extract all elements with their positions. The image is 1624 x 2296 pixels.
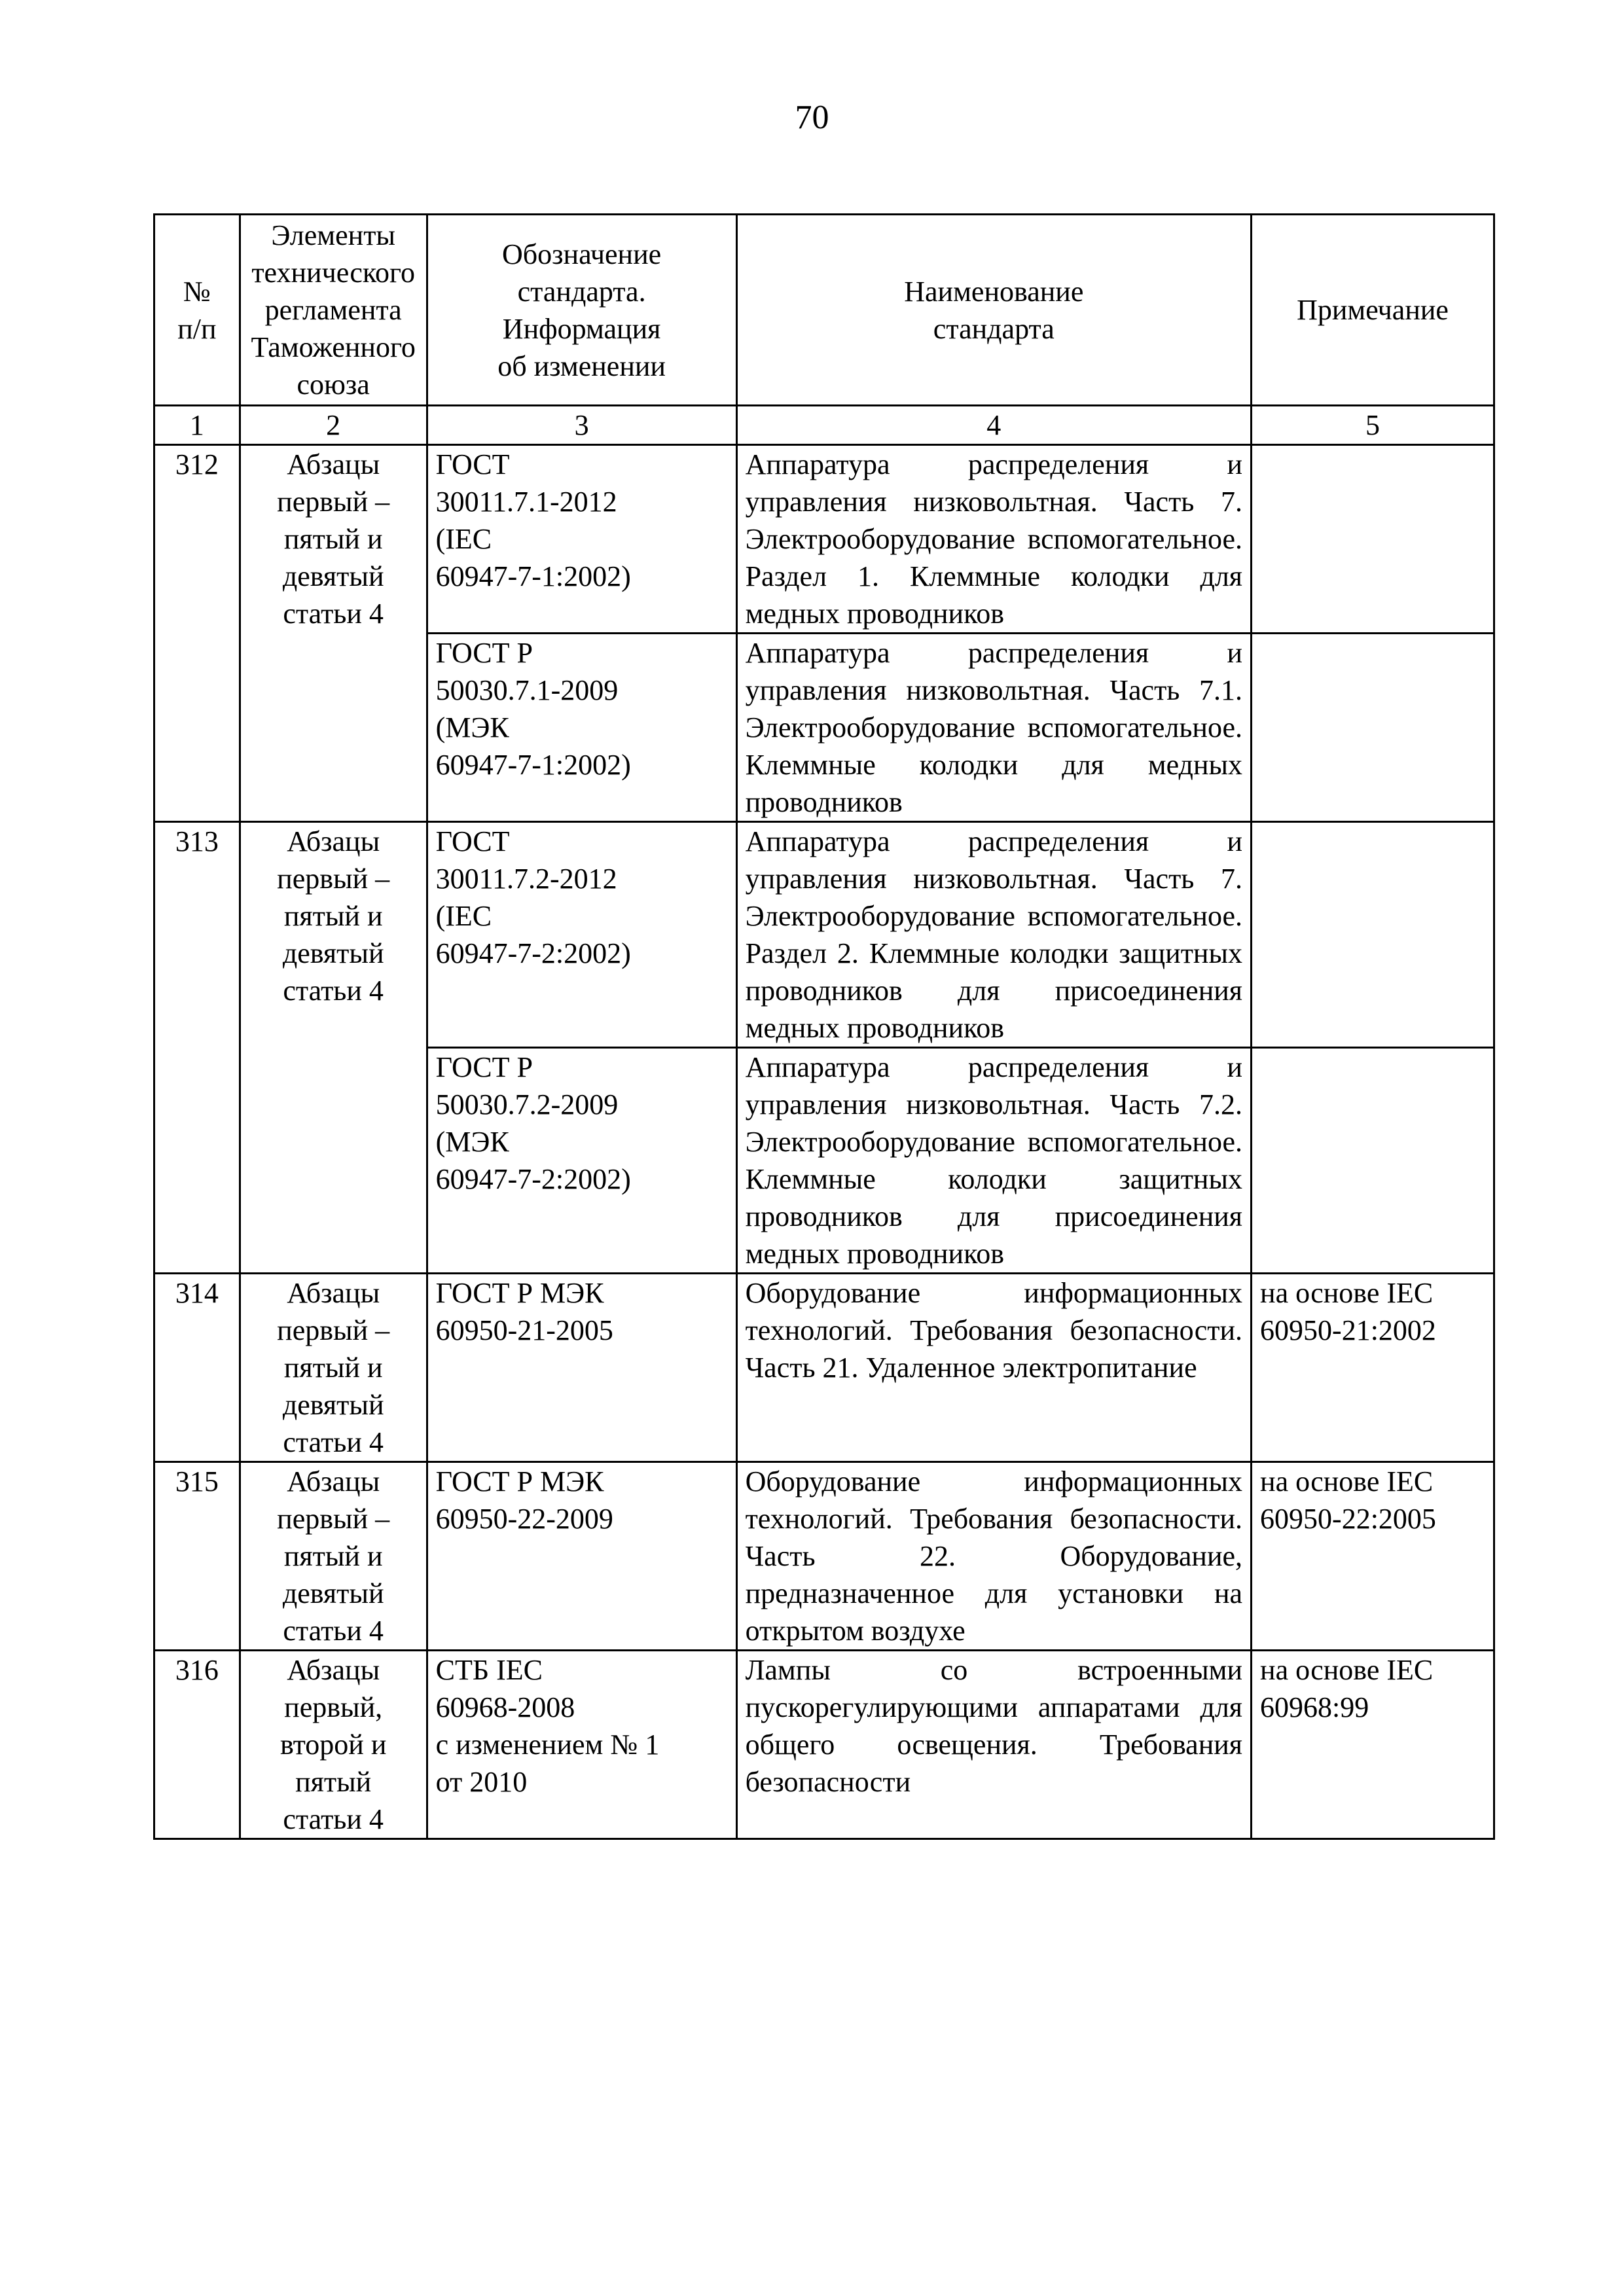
table-header-row [154,215,1494,406]
standard-designation-line: 30011.7.2-2012 [435,863,617,895]
column-number: 4 [736,406,1251,445]
standard-designation [427,445,736,634]
standard-designation [427,1651,736,1839]
standard-designation [427,822,736,1048]
standard-designation-line: ГОСТ [435,825,510,857]
regulation-elements-line: пятый и [283,1352,383,1384]
regulation-elements-line: статьи 4 [283,1615,384,1647]
table-row [154,1462,1494,1651]
regulation-elements [240,445,427,822]
column-number: 2 [240,406,427,445]
regulation-elements-line: Абзацы [287,1277,380,1309]
standard-designation-line: 60950-22-2009 [435,1503,613,1535]
standard-note [1252,822,1494,1048]
standard-designation-line: 60968-2008 [435,1691,575,1723]
regulation-elements-line: девятый [282,560,384,592]
standard-designation-line: с изменением № 1 [435,1729,660,1761]
regulation-elements-line: первый – [277,863,390,895]
standard-designation-line: 60947-7-2:2002) [435,1163,631,1195]
regulation-elements [240,1274,427,1462]
standard-name: Аппаратура распределения и управления низковольтная. Часть 7. Электрооборудование вспомогательное. Раздел 2. Клеммные колодки защитных проводников для присоединения медных проводников [736,822,1251,1048]
regulation-elements-line: статьи 4 [283,1426,384,1458]
standard-note-line: 60950-21:2002 [1260,1314,1436,1346]
standard-designation-line: 60950-21-2005 [435,1314,613,1346]
standard-designation-line: ГОСТ [435,448,510,480]
standard-note [1252,634,1494,822]
header-note: Примечание [1252,215,1494,406]
regulation-elements-line: Абзацы [287,1465,380,1498]
standard-note-line: 60968:99 [1260,1691,1369,1723]
regulation-elements-line: пятый [295,1766,372,1798]
standard-designation-line: ГОСТ Р [435,637,533,669]
table-row [154,1651,1494,1839]
standard-note [1252,1274,1494,1462]
standard-name: Аппаратура распределения и управления низковольтная. Часть 7.1. Электрооборудование вспомогательное. Клеммные колодки для медных проводников [736,634,1251,822]
regulation-elements-line: пятый и [283,900,383,932]
standard-note [1252,1651,1494,1839]
standard-designation-line: ГОСТ Р МЭК [435,1465,604,1498]
row-number: 315 [154,1462,240,1651]
standard-note-line: 60950-22:2005 [1260,1503,1436,1535]
header-designation: Обозначение стандарта. Информация об изменении [427,215,736,406]
standard-note-line: на основе IEC [1260,1654,1434,1686]
table-row [154,822,1494,1048]
regulation-elements-line: первый – [277,1503,390,1535]
row-number: 314 [154,1274,240,1462]
header-number: № п/п [154,215,240,406]
standard-designation-line: 60947-7-1:2002) [435,560,631,592]
standard-designation [427,1048,736,1274]
table-row [154,1274,1494,1462]
standard-name: Оборудование информационных технологий. Требования безопасности. Часть 21. Удаленное электропитание [736,1274,1251,1462]
standard-designation-line: (IEC [435,900,492,932]
standard-designation [427,1462,736,1651]
standard-designation-line: ГОСТ Р МЭК [435,1277,604,1309]
standard-designation-line: ГОСТ Р [435,1051,533,1083]
header-name: Наименование стандарта [736,215,1251,406]
table-row [154,445,1494,634]
standard-name: Оборудование информационных технологий. Требования безопасности. Часть 22. Оборудование, предназначенное для установки на открытом воздухе [736,1462,1251,1651]
standards-table [153,213,1495,1840]
regulation-elements-line: статьи 4 [283,975,384,1007]
regulation-elements-line: девятый [282,1577,384,1609]
regulation-elements-line: второй и [280,1729,387,1761]
regulation-elements-line: первый – [277,486,390,518]
standard-note [1252,1462,1494,1651]
standard-note [1252,445,1494,634]
regulation-elements-line: пятый и [283,523,383,555]
standard-designation-line: от 2010 [435,1766,528,1798]
column-number: 1 [154,406,240,445]
column-numbers-row [154,406,1494,445]
regulation-elements-line: пятый и [283,1540,383,1572]
regulation-elements-line: статьи 4 [283,598,384,630]
standard-designation-line: 60947-7-1:2002) [435,749,631,781]
standard-note [1252,1048,1494,1274]
regulation-elements [240,822,427,1274]
header-elements: Элементы технического регламента Таможенного союза [240,215,427,406]
regulation-elements [240,1462,427,1651]
regulation-elements-line: первый – [277,1314,390,1346]
standard-designation-line: (IEC [435,523,492,555]
regulation-elements-line: девятый [282,1389,384,1421]
standard-designation-line: 50030.7.2-2009 [435,1088,619,1121]
standard-name: Аппаратура распределения и управления низковольтная. Часть 7.2. Электрооборудование вспомогательное. Клеммные колодки защитных проводников для присоединения медных проводников [736,1048,1251,1274]
standard-designation-line: (МЭК [435,1126,509,1158]
page-number: 70 [795,99,829,136]
standard-designation-line: 30011.7.1-2012 [435,486,617,518]
table-body [154,445,1494,1839]
standard-note-line: на основе IEC [1260,1277,1434,1309]
standard-designation-line: (МЭК [435,711,509,744]
regulation-elements [240,1651,427,1839]
regulation-elements-line: Абзацы [287,1654,380,1686]
regulation-elements-line: девятый [282,937,384,969]
regulation-elements-line: статьи 4 [283,1803,384,1835]
row-number: 316 [154,1651,240,1839]
standard-note-line: на основе IEC [1260,1465,1434,1498]
column-number: 5 [1252,406,1494,445]
row-number: 313 [154,822,240,1274]
column-number: 3 [427,406,736,445]
standard-designation-line: 60947-7-2:2002) [435,937,631,969]
standard-designation-line: СТБ IEC [435,1654,543,1686]
standard-designation [427,1274,736,1462]
standard-name: Лампы со встроенными пускорегулирующими аппаратами для общего освещения. Требования безопасности [736,1651,1251,1839]
row-number: 312 [154,445,240,822]
regulation-elements-line: первый, [284,1691,383,1723]
regulation-elements-line: Абзацы [287,448,380,480]
standard-designation [427,634,736,822]
standard-name: Аппаратура распределения и управления низковольтная. Часть 7. Электрооборудование вспомогательное. Раздел 1. Клеммные колодки для медных проводников [736,445,1251,634]
regulation-elements-line: Абзацы [287,825,380,857]
standard-designation-line: 50030.7.1-2009 [435,674,619,706]
